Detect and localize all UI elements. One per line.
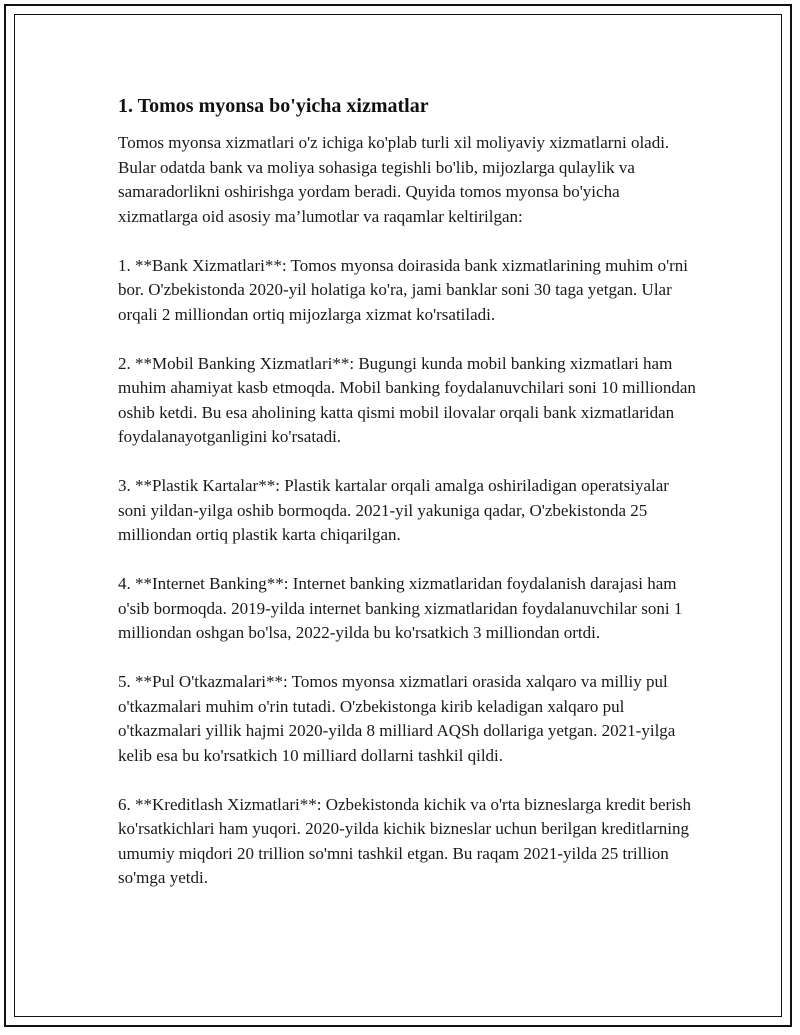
list-item-bank-services: 1. **Bank Xizmatlari**: Tomos myonsa doirasida bank xizmatlarining muhim o'rni bor. O'zbekistonda 2020-yil holatiga ko'ra, jami banklar soni 30 taga yetgan. Ular orqali 2 milliondan ortiq mijozlarga xizmat ko'rsatiladi. <box>118 255 689 324</box>
list-item-money-transfers: 5. **Pul O'tkazmalari**: Tomos myonsa xizmatlari orasida xalqaro va milliy pul o'tkazmalari muhim o'rin tutadi. O'zbekistonga kirib keladigan xalqaro pul o'tkazmalari yillik hajmi 2020-yilda 8 milliard AQSh dollariga yetgan. 2021-yilga kelib esa bu ko'rsatkich 10 milliard dollarni tashkil qildi. <box>118 672 676 765</box>
list-item-plastic-cards: 3. **Plastik Kartalar**: Plastik kartalar orqali amalga oshiriladigan operatsiyalar soni yildan-yilga oshib bormoqda. 2021-yil yakuniga qadar, O'zbekistonda 25 milliondan ortiq plastik karta chiqarilgan. <box>118 476 669 544</box>
list-item-mobile-banking: 2. **Mobil Banking Xizmatlari**: Bugungi kunda mobil banking xizmatlari ham muhim ahamiyat kasb etmoqda. Mobil banking foydalanuvchilari soni 10 milliondan oshib ketdi. Bu esa aholining katta qismi mobil ilovalar orqali bank xizmatlaridan foydalanayotganligini ko'rsatadi. <box>118 353 696 446</box>
list-item-internet-banking: 4. **Internet Banking**: Internet banking xizmatlaridan foydalanish darajasi ham o'sib bormoqda. 2019-yilda internet banking xizmatlaridan foydalanuvchilar soni 1 milliondan oshgan bo'lsa, 2022-yilda bu ko'rsatkich 3 milliondan ortdi. <box>118 574 683 642</box>
list-item-credit-services: 6. **Kreditlash Xizmatlari**: Ozbekistonda kichik va o'rta bizneslarga kredit berish ko'rsatkichlari ham yuqori. 2020-yilda kichik bizneslar uchun berilgan kreditlarning umumiy miqdori 20 trillion so'mni tashkil etgan. Bu raqam 2021-yilda 25 trillion so'mga yetdi. <box>118 794 692 887</box>
section-heading: 1. Tomos myonsa bo'yicha xizmatlar <box>118 95 429 117</box>
intro-paragraph: Tomos myonsa xizmatlari o'z ichiga ko'plab turli xil moliyaviy xizmatlarni oladi. Bular odatda bank va moliya sohasiga tegishli bo'lib, mijozlarga qulaylik va samaradorlikni oshirishga yordam beradi. Quyida tomos myonsa bo'yicha xizmatlarga oid asosiy ma’lumotlar va raqamlar keltirilgan: <box>118 133 670 226</box>
document-body <box>118 92 698 891</box>
